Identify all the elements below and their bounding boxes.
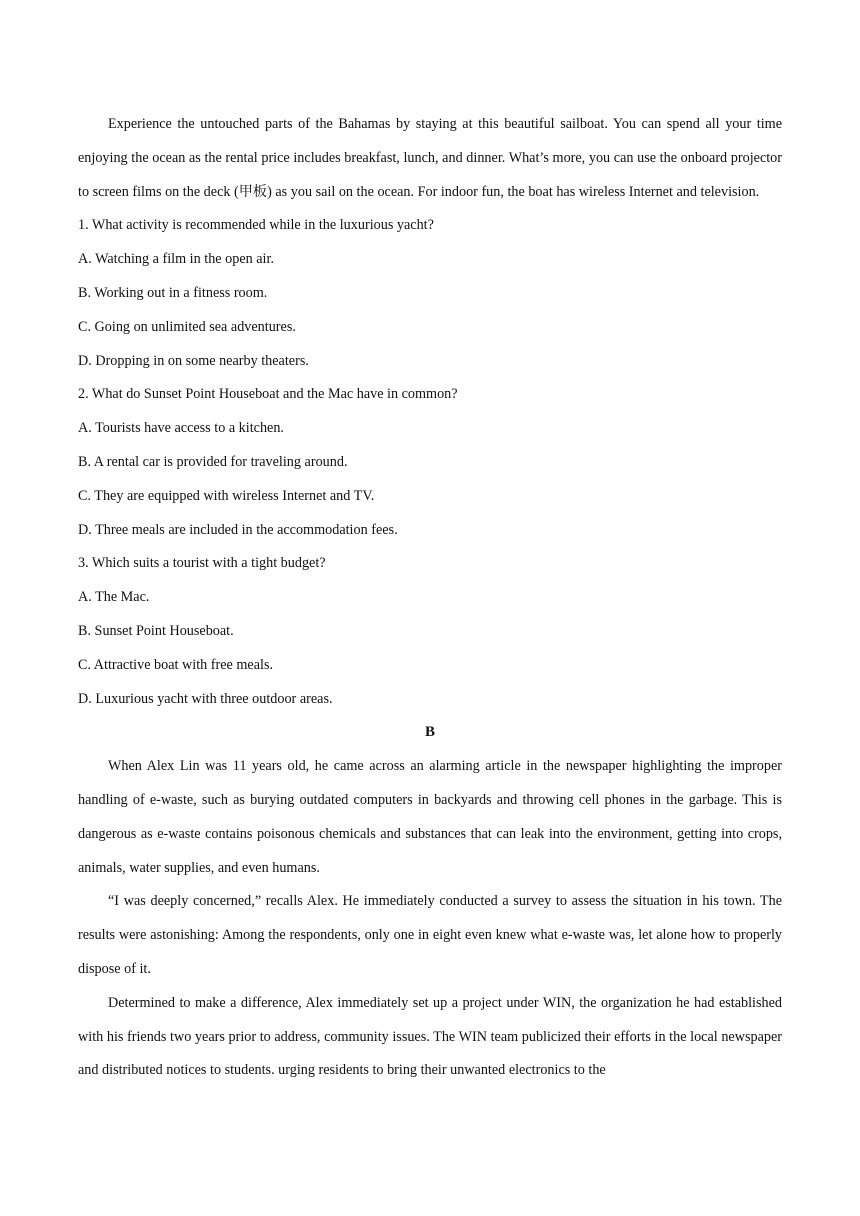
answer-option: C. Attractive boat with free meals. [78,656,274,673]
answer-option: A. Watching a film in the open air. [78,251,274,268]
section-b-paragraph-1: When Alex Lin was 11 years old, he came across an alarming article in the newspaper highlighting the improper handling of e-waste, such as burying outdated computers in backyards and throwing cell phones in the garbage. This is dangerous as e-waste contains poisonous chemicals and substances that can leak into the environment, getting into crops, animals, water supplies, and even humans. [78,758,782,876]
answer-option: D. Dropping in on some nearby theaters. [78,352,309,369]
question-stem: 3. Which suits a tourist with a tight budget? [78,555,326,572]
answer-option: D. Three meals are included in the accommodation fees. [78,521,398,538]
question-3 [78,547,782,716]
section-b-heading: B [424,724,435,741]
question-stem: 2. What do Sunset Point Houseboat and the Mac have in common? [78,386,458,403]
answer-option: D. Luxurious yacht with three outdoor areas. [78,690,333,707]
answer-option: B. A rental car is provided for traveling around. [78,453,348,470]
answer-option: C. They are equipped with wireless Internet and TV. [78,487,375,504]
document-page [78,108,782,1088]
question-stem: 1. What activity is recommended while in the luxurious yacht? [78,217,434,234]
answer-option: A. The Mac. [78,589,150,606]
question-2 [78,378,782,547]
answer-option: B. Working out in a fitness room. [78,284,268,301]
question-1 [78,209,782,378]
answer-option: B. Sunset Point Houseboat. [78,622,234,639]
answer-option: A. Tourists have access to a kitchen. [78,420,284,437]
answer-option: C. Going on unlimited sea adventures. [78,318,296,335]
passage-a-paragraph: Experience the untouched parts of the Bahamas by staying at this beautiful sailboat. You can spend all your time enjoying the ocean as the rental price includes breakfast, lunch, and dinner. What’s more, you can use the onboard projector to screen films on the deck (甲板) as you sail on the ocean. For indoor fun, the boat has wireless Internet and television. [78,116,782,200]
section-b-paragraph-2: “I was deeply concerned,” recalls Alex. He immediately conducted a survey to assess the situation in his town. The results were astonishing: Among the respondents, only one in eight even knew what e-waste was, let alone how to properly dispose of it. [78,893,782,977]
section-b-paragraph-3: Determined to make a difference, Alex immediately set up a project under WIN, the organization he had established with his friends two years prior to address, community issues. The WIN team publicized their efforts in the local newspaper and distributed notices to students. urging residents to bring their unwanted electronics to the [78,994,782,1079]
